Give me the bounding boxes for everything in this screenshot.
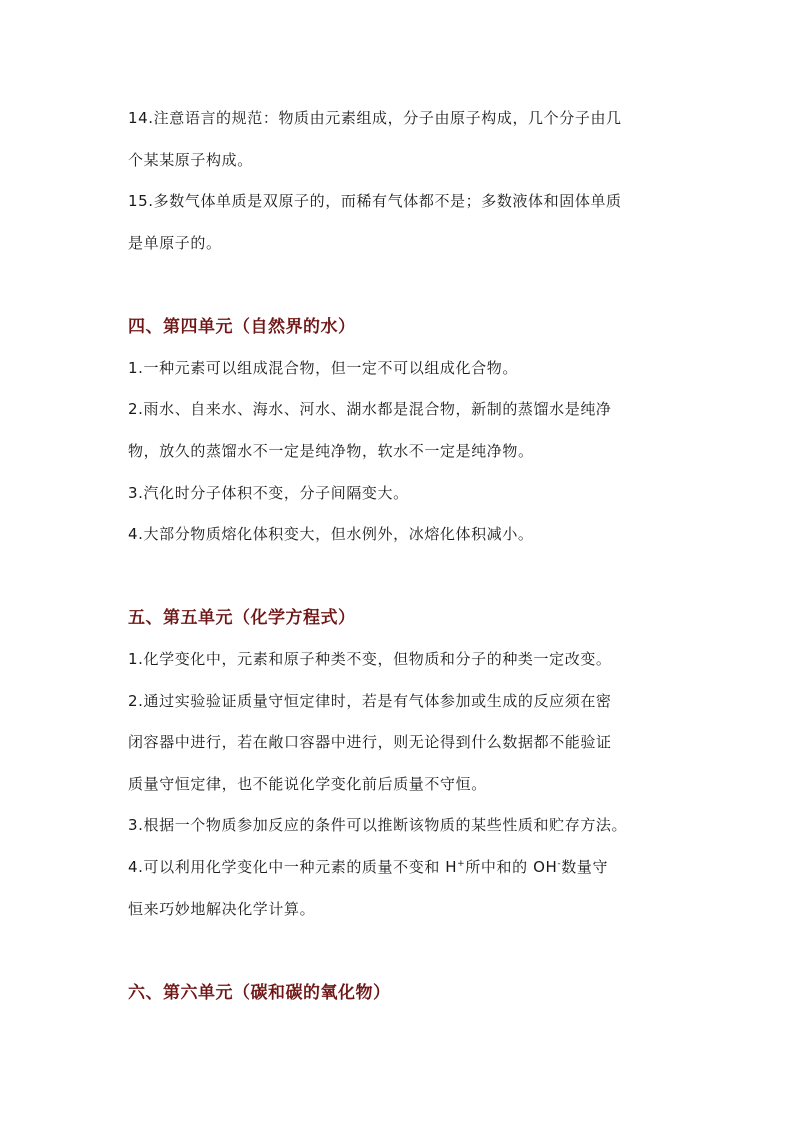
unit5-item-4-text-a: 4.可以利用化学变化中一种元素的质量不变和 H: [128, 858, 458, 876]
unit5-item-4-text-b: 所中和的 OH: [465, 858, 558, 876]
unit5-item-3: 3.根据一个物质参加反应的条件可以推断该物质的某些性质和贮存方法。: [128, 816, 628, 834]
item-15-line-2: 是单原子的。: [128, 234, 222, 252]
section-heading-unit-5: 五、第五单元（化学方程式）: [128, 608, 356, 628]
unit5-item-4-text-c: 数量守: [561, 858, 609, 876]
item-14-line-1: 14.注意语言的规范：物质由元素组成，分子由原子构成，几个分子由几: [128, 109, 622, 127]
h-ion-charge: +: [457, 859, 466, 869]
unit4-item-2-line-1: 2.雨水、自来水、海水、河水、湖水都是混合物，新制的蒸馏水是纯净: [128, 400, 612, 418]
unit4-item-1: 1.一种元素可以组成混合物，但一定不可以组成化合物。: [128, 359, 518, 377]
unit5-item-2-line-1: 2.通过实验验证质量守恒定律时，若是有气体参加或生成的反应须在密: [128, 692, 612, 710]
section-heading-unit-4: 四、第四单元（自然界的水）: [128, 317, 356, 337]
unit5-item-2-line-2: 闭容器中进行，若在敞口容器中进行，则无论得到什么数据都不能验证: [128, 733, 612, 751]
unit5-item-4-line-2: 恒来巧妙地解决化学计算。: [128, 900, 316, 918]
unit4-item-2-line-2: 物，放久的蒸馏水不一定是纯净物，软水不一定是纯净物。: [128, 442, 534, 460]
unit5-item-1: 1.化学变化中，元素和原子种类不变，但物质和分子的种类一定改变。: [128, 650, 612, 668]
section-heading-unit-6: 六、第六单元（碳和碳的氧化物）: [128, 983, 391, 1003]
oh-ion-charge: -: [557, 859, 562, 869]
unit4-item-4: 4.大部分物质熔化体积变大，但水例外，冰熔化体积减小。: [128, 525, 534, 543]
item-14-line-2: 个某某原子构成。: [128, 151, 253, 169]
unit5-item-2-line-3: 质量守恒定律，也不能说化学变化前后质量不守恒。: [128, 775, 487, 793]
unit4-item-3: 3.汽化时分子体积不变，分子间隔变大。: [128, 484, 409, 502]
unit5-item-4-line-1: [128, 857, 608, 877]
item-15-line-1: 15.多数气体单质是双原子的，而稀有气体都不是；多数液体和固体单质: [128, 192, 622, 210]
